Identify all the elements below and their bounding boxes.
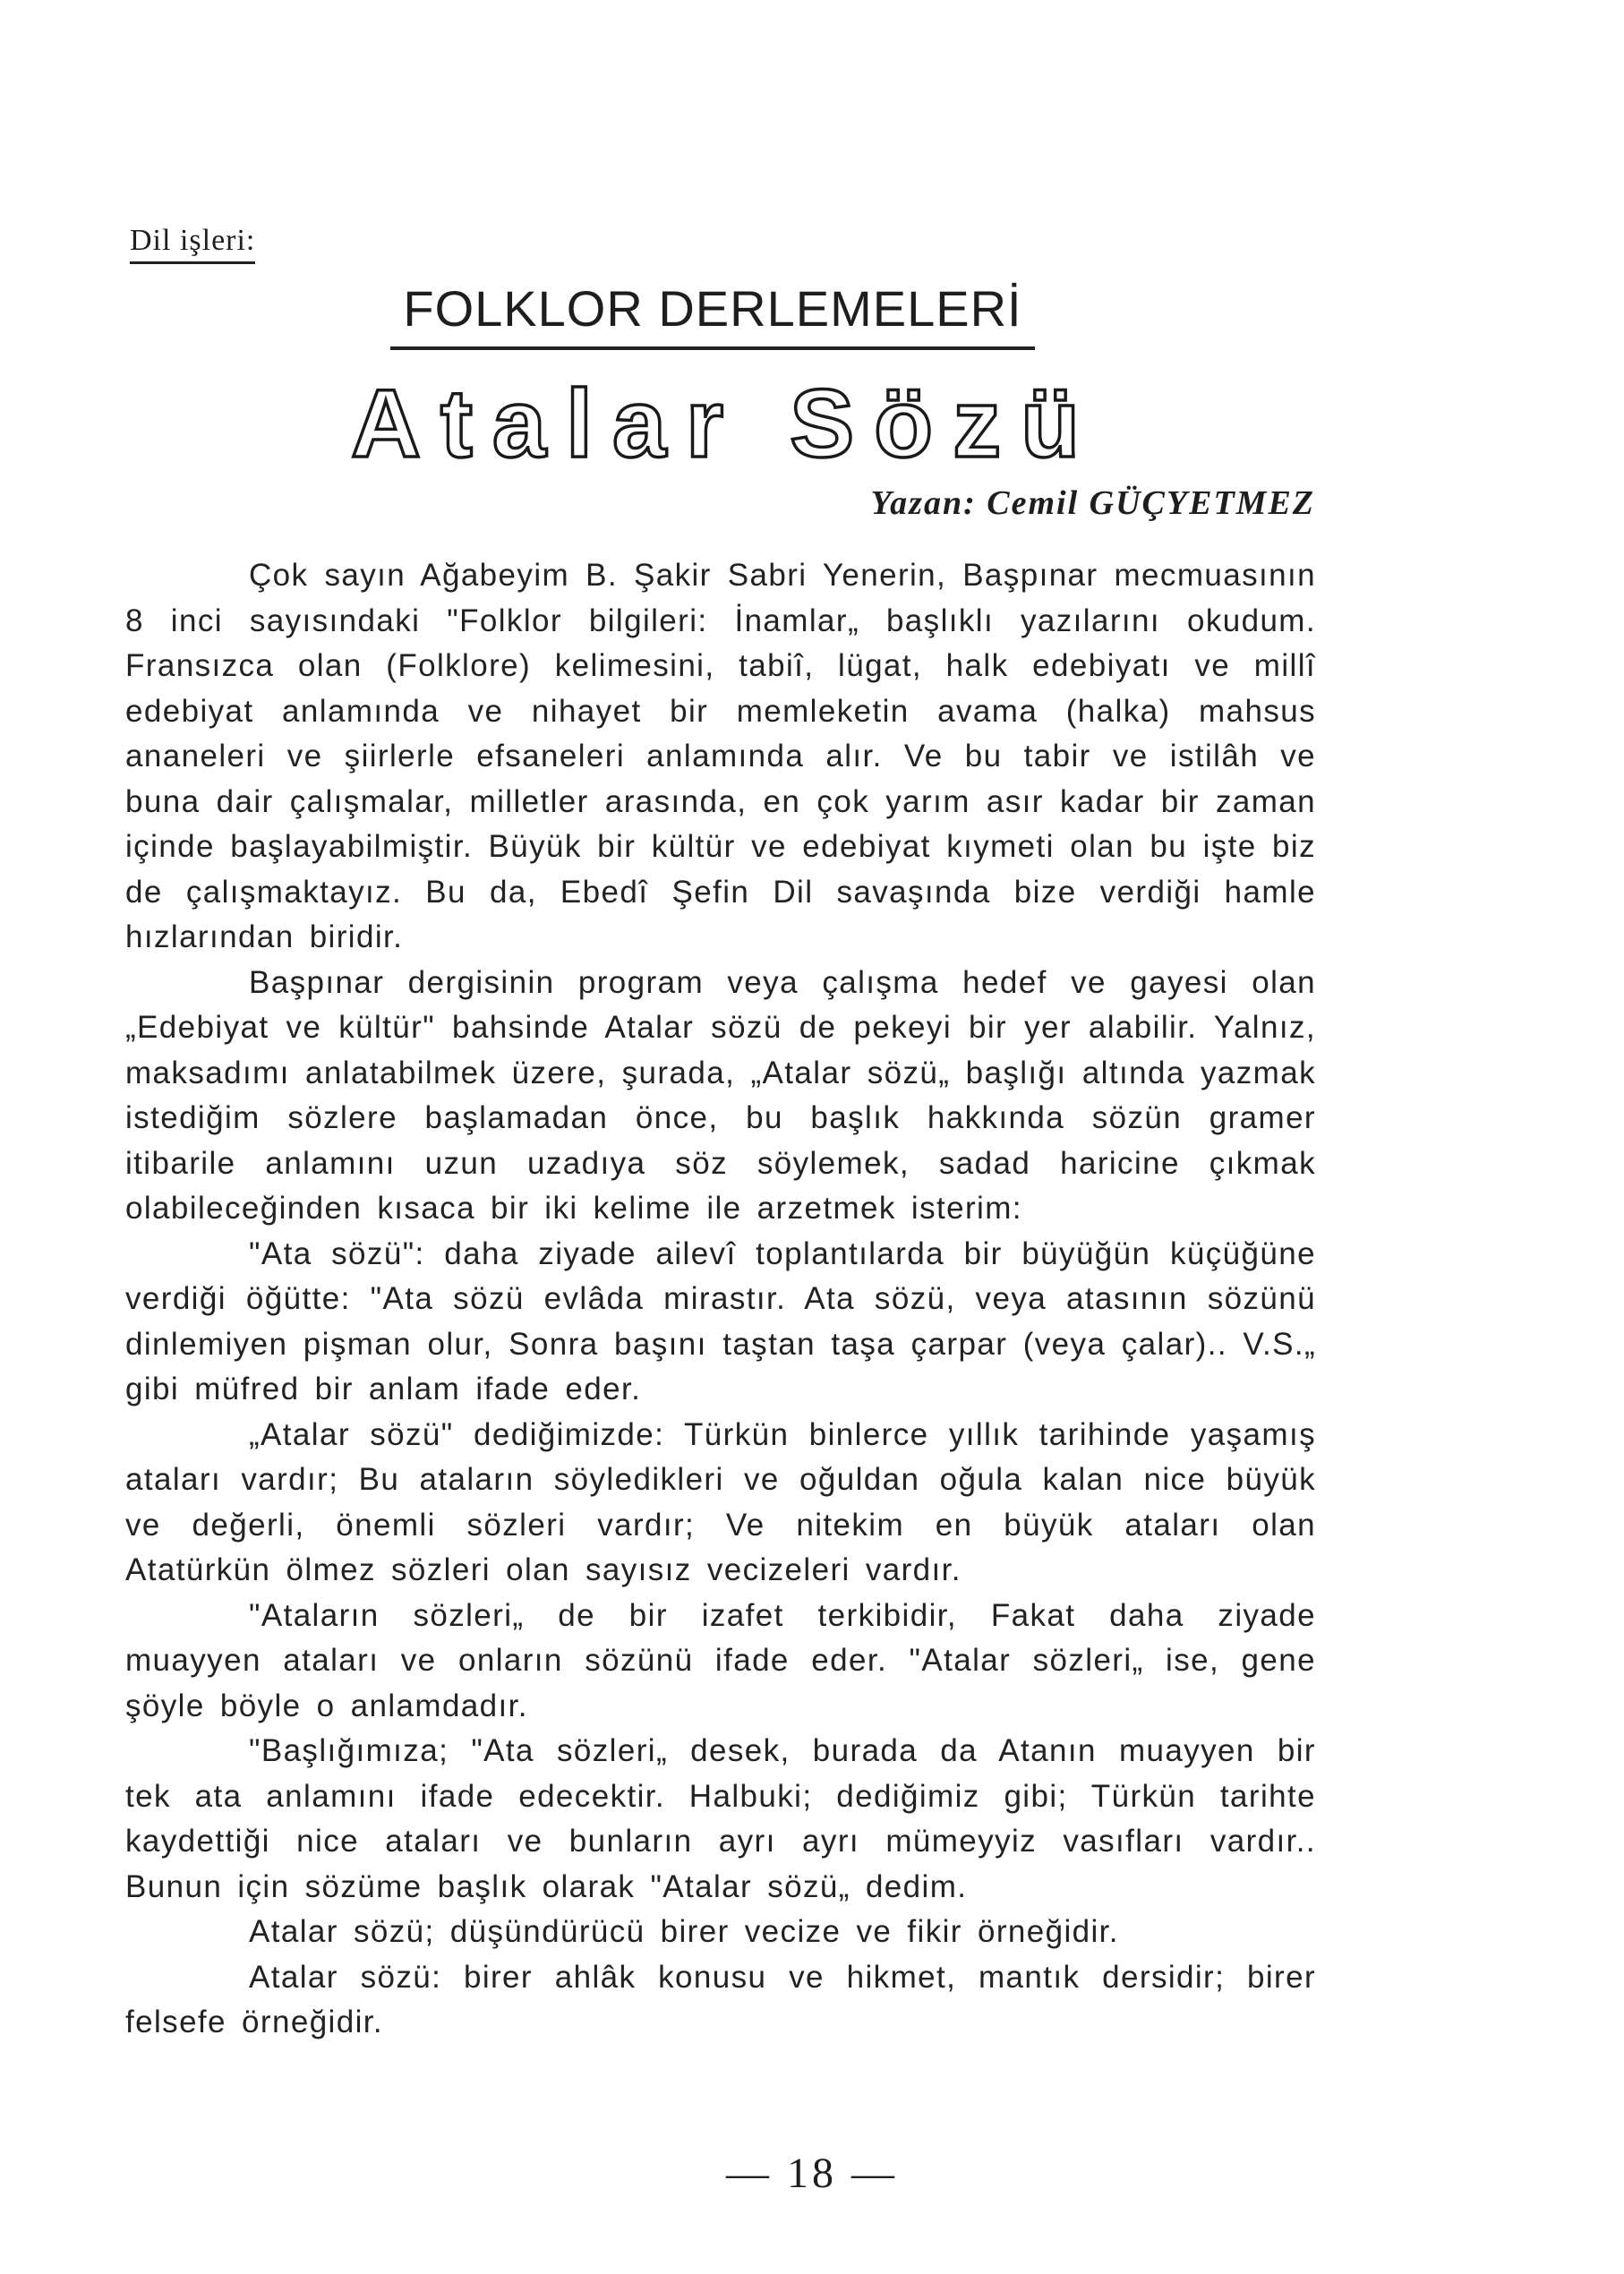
byline-label: Yazan:: [870, 484, 977, 522]
byline-author: Cemil GÜÇYETMEZ: [987, 484, 1315, 522]
article-body: [125, 553, 1316, 2046]
paragraph: Başpınar dergisinin program veya çalışma hedef ve gayesi olan „Edebiyat ve kültür" bahsinde Atalar sözü de pekeyi bir yer alabilir. Yalnız, maksadımı anlatabilmek üzere, şurada, „Atalar sözü„ başlığı altında yazmak istediğim sözlere başlamadan önce, bu başlık hakkında sözün gramer itibarile anlamını uzun uzadıya söz söylemek, sadad haricine çıkmak olabileceğinden kısaca bir iki kelime ile arzetmek isterim:: [125, 964, 1316, 1226]
display-title: [322, 365, 1128, 482]
display-title-text: Atalar Sözü: [350, 369, 1100, 477]
paragraph: "Ata sözü": daha ziyade ailevî toplantılarda bir büyüğün küçüğüne verdiği öğütte: "Ata sözü evlâda mirastır. Ata sözü, veya atasının sözünü dinlemiyen pişman olur, Sonra başını taştan taşa çarpar (veya çalar).. V.S.„ gibi müfred bir anlam ifade eder.: [125, 1235, 1316, 1406]
paragraph: Çok sayın Ağabeyim B. Şakir Sabri Yenerin, Başpınar mecmuasının 8 inci sayısındaki "Folklor bilgileri: İnamlar„ başlıklı yazılarını okudum. Fransızca olan (Folklore) kelimesini, tabiî, lügat, halk edebiyatı ve millî edebiyat anlamında ve nihayet bir memleketin avama (halka) mahsus ananeleri ve şiirlerle efsaneleri anlamında alır. Ve bu tabir ve istilâh ve buna dair çalışmalar, milletler arasında, en çok yarım asır kadar bir zaman içinde başlayabilmiştir. Büyük bir kültür ve edebiyat kıymeti olan bu işte biz de çalışmaktayız. Bu da, Ebedî Şefin Dil savaşında bize verdiği hamle hızlarından biridir.: [125, 558, 1316, 954]
section-label: Dil işleri:: [130, 224, 255, 264]
main-title: FOLKLOR DERLEMELERİ: [390, 279, 1035, 350]
paragraph: „Atalar sözü" dediğimizde: Türkün binlerce yıllık tarihinde yaşamış ataları vardır; Bu ataların söyledikleri ve oğuldan oğula kalan nice büyük ve değerli, önemli sözleri vardır; Ve nitekim en büyük ataları olan Atatürkün ölmez sözleri olan sayısız vecizeleri vardır.: [125, 1416, 1316, 1587]
page-number: — 18 —: [726, 2150, 898, 2197]
byline: [870, 483, 1315, 523]
paragraph: Atalar sözü: birer ahlâk konusu ve hikmet, mantık dersidir; birer felsefe örneğidir.: [125, 1959, 1316, 2039]
paragraph: Atalar sözü; düşündürücü birer vecize ve fikir örneğidir.: [249, 1914, 1119, 1949]
paragraph: "Ataların sözleri„ de bir izafet terkibidir, Fakat daha ziyade muayyen ataları ve onların sözünü ifade eder. "Atalar sözleri„ ise, gene şöyle böyle o anlamdadır.: [125, 1597, 1316, 1723]
paragraph: "Başlığımıza; "Ata sözleri„ desek, burada da Atanın muayyen bir tek ata anlamını ifade edecektir. Halbuki; dediğimiz gibi; Türkün tarihte kaydettiği nice ataları ve bunların ayrı ayrı mümeyyiz vasıfları vardır.. Bunun için sözüme başlık olarak "Atalar sözü„ dedim.: [125, 1733, 1316, 1904]
